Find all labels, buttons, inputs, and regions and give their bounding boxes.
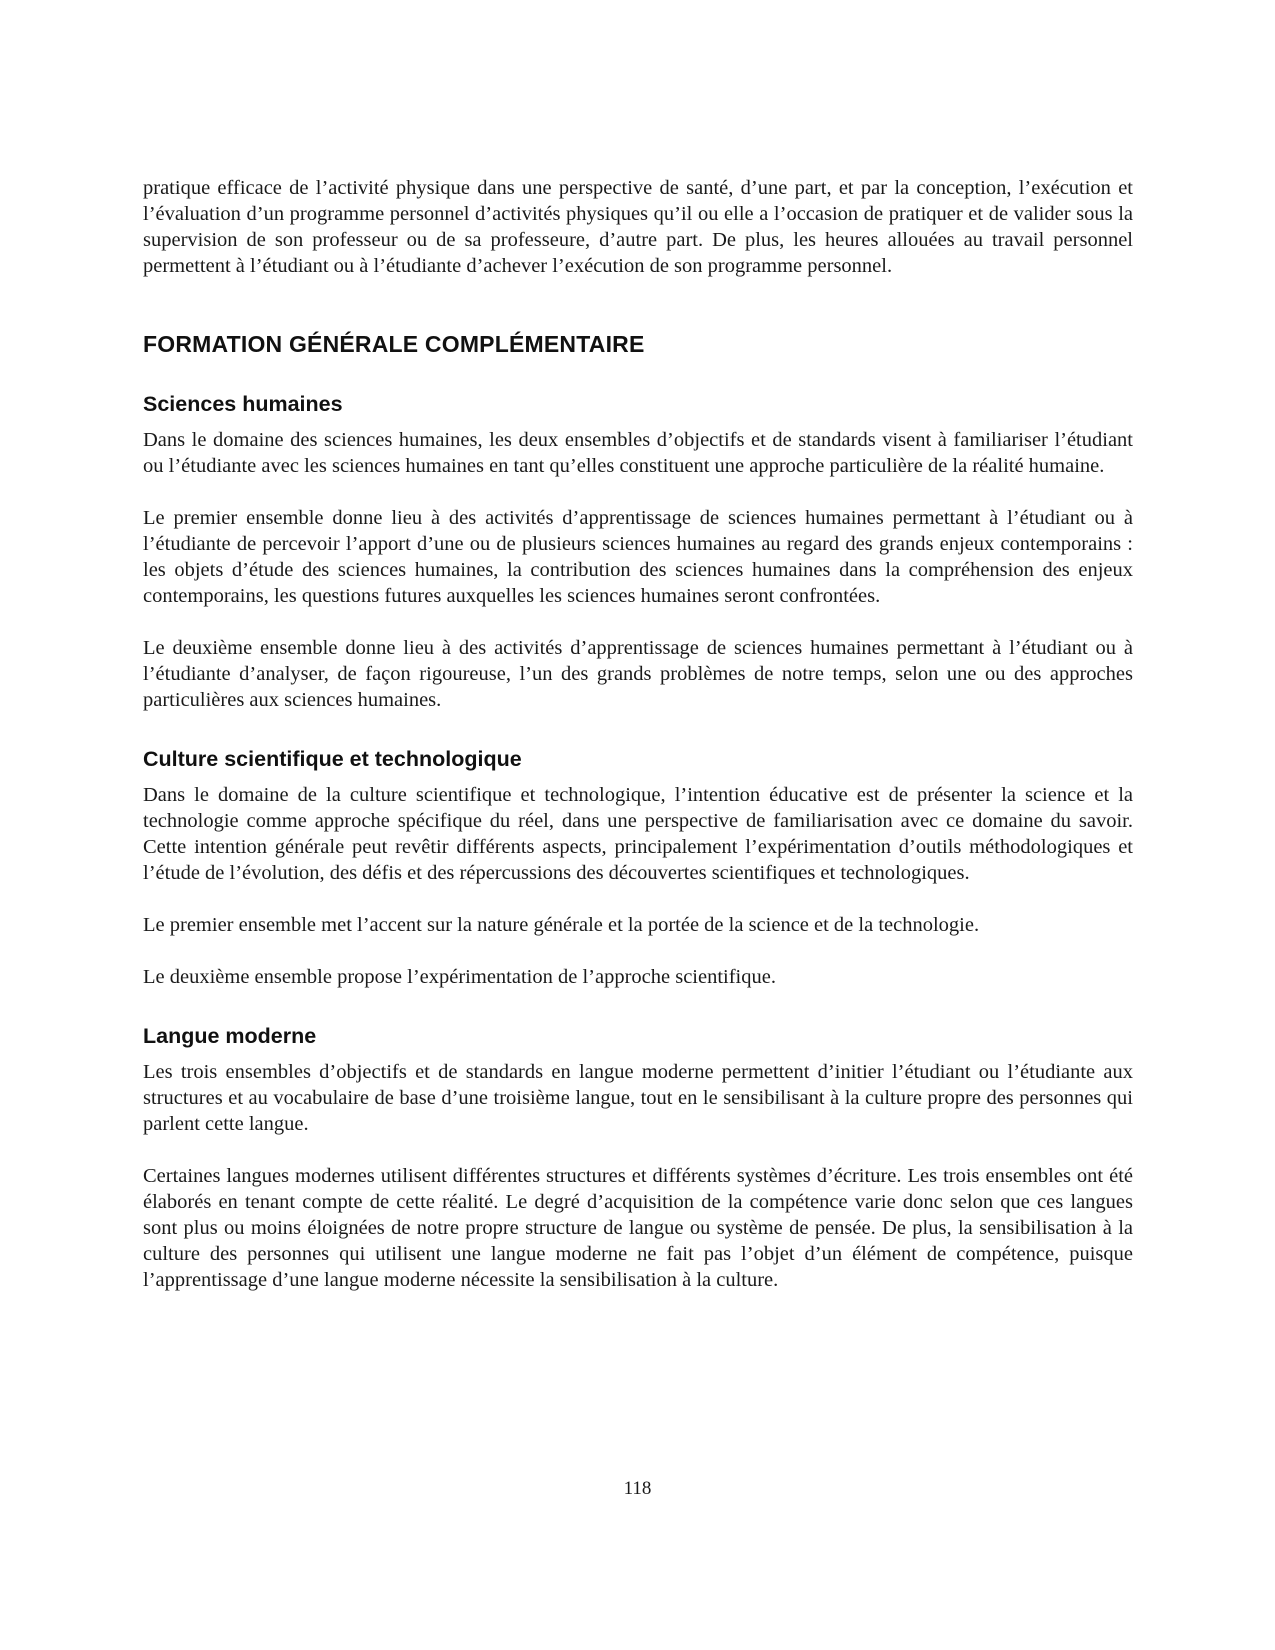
- paragraph: Dans le domaine de la culture scientifique et technologique, l’intention éducative est de présenter la science et la technologie comme approche spécifique du réel, dans une perspective de familiarisation avec ce domaine du savoir. Cette intention générale peut revêtir différents aspects, principalement l’expérimentation d’outils méthodologiques et l’étude de l’évolution, des défis et des répercussions des découvertes scientifiques et technologiques.: [143, 784, 1133, 884]
- paragraph: Le premier ensemble met l’accent sur la nature générale et la portée de la science et de la technologie.: [143, 914, 980, 936]
- main-heading: FORMATION GÉNÉRALE COMPLÉMENTAIRE: [143, 331, 645, 357]
- section-sciences-humaines: [143, 392, 1133, 713]
- section-heading-langue-moderne: Langue moderne: [143, 1024, 317, 1048]
- paragraph: Le deuxième ensemble propose l’expérimentation de l’approche scientifique.: [143, 966, 776, 988]
- paragraph: Dans le domaine des sciences humaines, les deux ensembles d’objectifs et de standards visent à familiariser l’étudiant ou l’étudiante avec les sciences humaines en tant qu’elles constituent une approche particulière de la réalité humaine.: [143, 429, 1133, 477]
- paragraph: Les trois ensembles d’objectifs et de standards en langue moderne permettent d’initier l’étudiant ou l’étudiante aux structures et au vocabulaire de base d’une troisième langue, tout en le sensibilisant à la culture propre des personnes qui parlent cette langue.: [143, 1061, 1133, 1135]
- section-langue-moderne: [143, 1024, 1133, 1293]
- paragraph: Le deuxième ensemble donne lieu à des activités d’apprentissage de sciences humaines permettant à l’étudiant ou à l’étudiante d’analyser, de façon rigoureuse, l’un des grands problèmes de notre temps, selon une ou des approches particulières aux sciences humaines.: [143, 637, 1133, 711]
- section-heading-culture-scientifique: Culture scientifique et technologique: [143, 747, 522, 771]
- intro-paragraph: pratique efficace de l’activité physique dans une perspective de santé, d’une part, et par la conception, l’exécution et l’évaluation d’un programme personnel d’activités physiques qu’il ou elle a l’occasion de pratiquer et de valider sous la supervision de son professeur ou de sa professeure, d’autre part. De plus, les heures allouées au travail personnel permettent à l’étudiant ou à l’étudiante d’achever l’exécution de son programme personnel.: [143, 177, 1133, 277]
- paragraph: Le premier ensemble donne lieu à des activités d’apprentissage de sciences humaines permettant à l’étudiant ou à l’étudiante de percevoir l’apport d’une ou de plusieurs sciences humaines au regard des grands enjeux contemporains : les objets d’étude des sciences humaines, la contribution des sciences humaines dans la compréhension des enjeux contemporains, les questions futures auxquelles les sciences humaines seront confrontées.: [143, 507, 1133, 607]
- paragraph: Certaines langues modernes utilisent différentes structures et différents systèmes d’écriture. Les trois ensembles ont été élaborés en tenant compte de cette réalité. Le degré d’acquisition de la compétence varie donc selon que ces langues sont plus ou moins éloignées de notre propre structure de langue ou système de pensée. De plus, la sensibilisation à la culture des personnes qui utilisent une langue moderne ne fait pas l’objet d’un élément de compétence, puisque l’apprentissage d’une langue moderne nécessite la sensibilisation à la culture.: [143, 1165, 1133, 1291]
- page-number: 118: [623, 1478, 652, 1499]
- section-heading-sciences-humaines: Sciences humaines: [143, 392, 343, 416]
- section-culture-scientifique: [143, 747, 1133, 990]
